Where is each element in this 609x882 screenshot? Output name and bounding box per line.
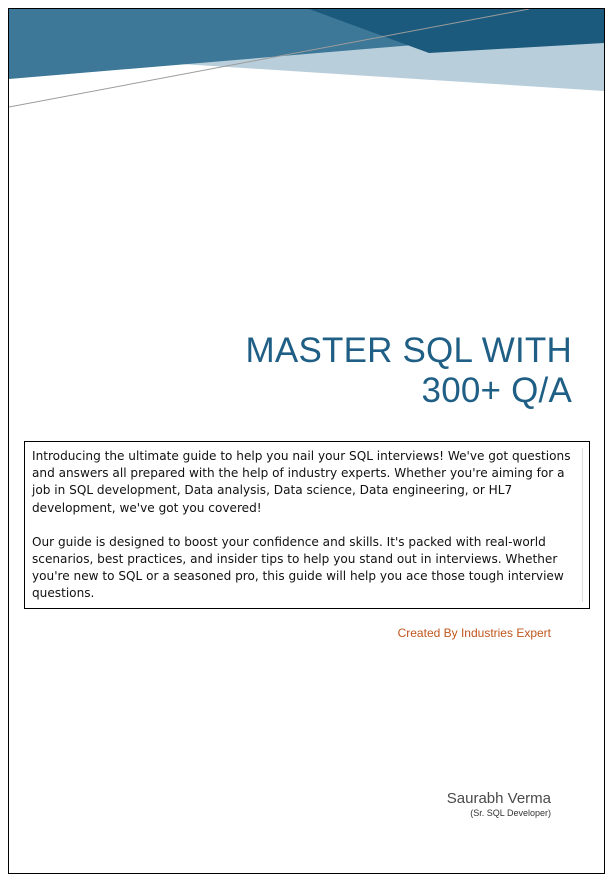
author-role: (Sr. SQL Developer) bbox=[470, 808, 551, 818]
document-page bbox=[8, 8, 605, 874]
intro-paragraph-2: Our guide is designed to boost your confidence and skills. It's packed with real-world scenarios, best practices, and insider tips to help you stand out in interviews. Whether you're new to SQL or a seasoned pro, this guide will help you ace those tough interview questions. bbox=[32, 534, 564, 601]
document-title bbox=[246, 331, 572, 411]
text-box-inner-rule bbox=[582, 448, 583, 602]
created-by-credit: Created By Industries Expert bbox=[397, 626, 551, 640]
header-banner bbox=[9, 9, 604, 119]
intro-text-box bbox=[24, 441, 590, 609]
title-line-2: 300+ Q/A bbox=[421, 371, 572, 410]
intro-paragraph-1: Introducing the ultimate guide to help you nail your SQL interviews! We've got questions and answers all prepared with the help of industry experts. Whether you're aiming for a job in SQL development, Data analysis, Data science, Data engineering, or HL7 development, we've got you covered! bbox=[32, 449, 571, 515]
title-line-1: MASTER SQL WITH bbox=[245, 331, 572, 370]
author-name: Saurabh Verma bbox=[446, 790, 551, 807]
